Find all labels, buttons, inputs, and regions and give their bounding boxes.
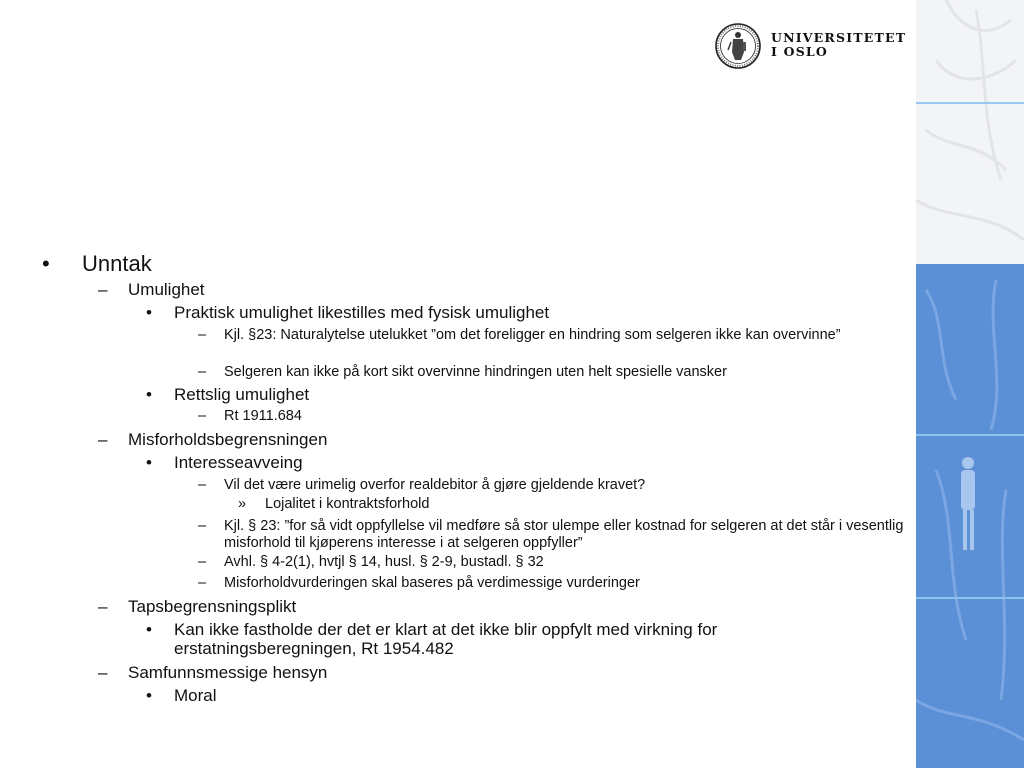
sub-sub-item <box>146 385 309 404</box>
detail-item-text: Kjl. § 23: ”for så vidt oppfyllelse vil medføre så stor ulempe eller kostnad for selgeren at det står i vesentlig misforhold til kjøperens interesse i at selgeren oppfyller” <box>224 518 904 551</box>
detail-item-text: Vil det være urimelig overfor realdebitor å gjøre gjeldende kravet? <box>224 477 646 493</box>
detail-item <box>198 364 904 381</box>
sub-sub-item-marker: • <box>146 385 152 404</box>
detail-item-text: Misforholdvurderingen skal baseres på verdimessige vurderinger <box>224 575 640 591</box>
detail-item <box>198 575 904 592</box>
sub-item <box>98 280 205 299</box>
statue-relief-icon <box>916 0 1024 768</box>
detail-item-marker: – <box>198 364 207 380</box>
bullet-item-text: Unntak <box>82 251 152 276</box>
note-item <box>238 496 429 513</box>
sub-item-text: Tapsbegrensningsplikt <box>128 597 297 616</box>
sub-item-text: Misforholdsbegrensningen <box>128 430 328 449</box>
university-name-line1: UNIVERSITETET <box>771 30 907 45</box>
detail-item-text: Avhl. § 4-2(1), hvtjl § 14, husl. § 2-9, bustadl. § 32 <box>224 554 544 570</box>
detail-item-marker: – <box>198 518 207 534</box>
sub-sub-item-text: Interesseavveing <box>174 453 303 472</box>
detail-item-marker: – <box>198 477 207 493</box>
sub-sub-item <box>146 686 217 705</box>
detail-item-marker: – <box>198 554 207 570</box>
sub-sub-item-marker: • <box>146 620 152 639</box>
sub-sub-item-text: Kan ikke fastholde der det er klart at det ikke blir oppfylt med virkning for erstatningsberegningen, Rt 1954.482 <box>174 620 718 658</box>
sub-sub-item <box>146 303 549 322</box>
sub-sub-item-text: Rettslig umulighet <box>174 385 310 404</box>
sub-item <box>98 597 296 616</box>
note-item-text: Lojalitet i kontraktsforhold <box>265 496 430 512</box>
university-name-line2: I OSLO <box>771 44 828 59</box>
sub-sub-item-text: Moral <box>174 686 217 705</box>
detail-item <box>198 327 904 344</box>
sub-sub-item <box>146 453 303 472</box>
sub-item-marker: – <box>98 280 108 299</box>
sub-item-text: Samfunnsmessige hensyn <box>128 663 328 682</box>
sub-sub-item-marker: • <box>146 453 152 472</box>
detail-item <box>198 518 904 552</box>
detail-item-marker: – <box>198 575 207 591</box>
sub-item <box>98 663 327 682</box>
sub-sub-item <box>146 620 864 658</box>
bullet-item <box>42 252 152 276</box>
decorative-side-panel <box>916 0 1024 768</box>
detail-item-text: Rt 1911.684 <box>224 408 302 424</box>
sub-sub-item-marker: • <box>146 686 152 705</box>
sub-item <box>98 430 327 449</box>
bullet-item-marker: • <box>42 251 50 276</box>
sub-sub-item-text: Praktisk umulighet likestilles med fysisk umulighet <box>174 303 550 322</box>
sub-item-marker: – <box>98 597 108 616</box>
sub-item-text: Umulighet <box>128 280 205 299</box>
sub-item-marker: – <box>98 430 108 449</box>
note-item-marker: » <box>238 496 247 512</box>
detail-item-text: Kjl. §23: Naturalytelse utelukket ”om det foreligger en hindring som selgeren ikke kan overvinne” <box>224 327 841 343</box>
detail-item-marker: – <box>198 327 207 343</box>
sub-item-marker: – <box>98 663 108 682</box>
detail-item <box>198 477 904 494</box>
detail-item <box>198 408 904 425</box>
sub-sub-item-marker: • <box>146 303 152 322</box>
detail-item-text: Selgeren kan ikke på kort sikt overvinne hindringen uten helt spesielle vansker <box>224 364 727 380</box>
detail-item-marker: – <box>198 408 207 424</box>
detail-item <box>198 554 904 571</box>
